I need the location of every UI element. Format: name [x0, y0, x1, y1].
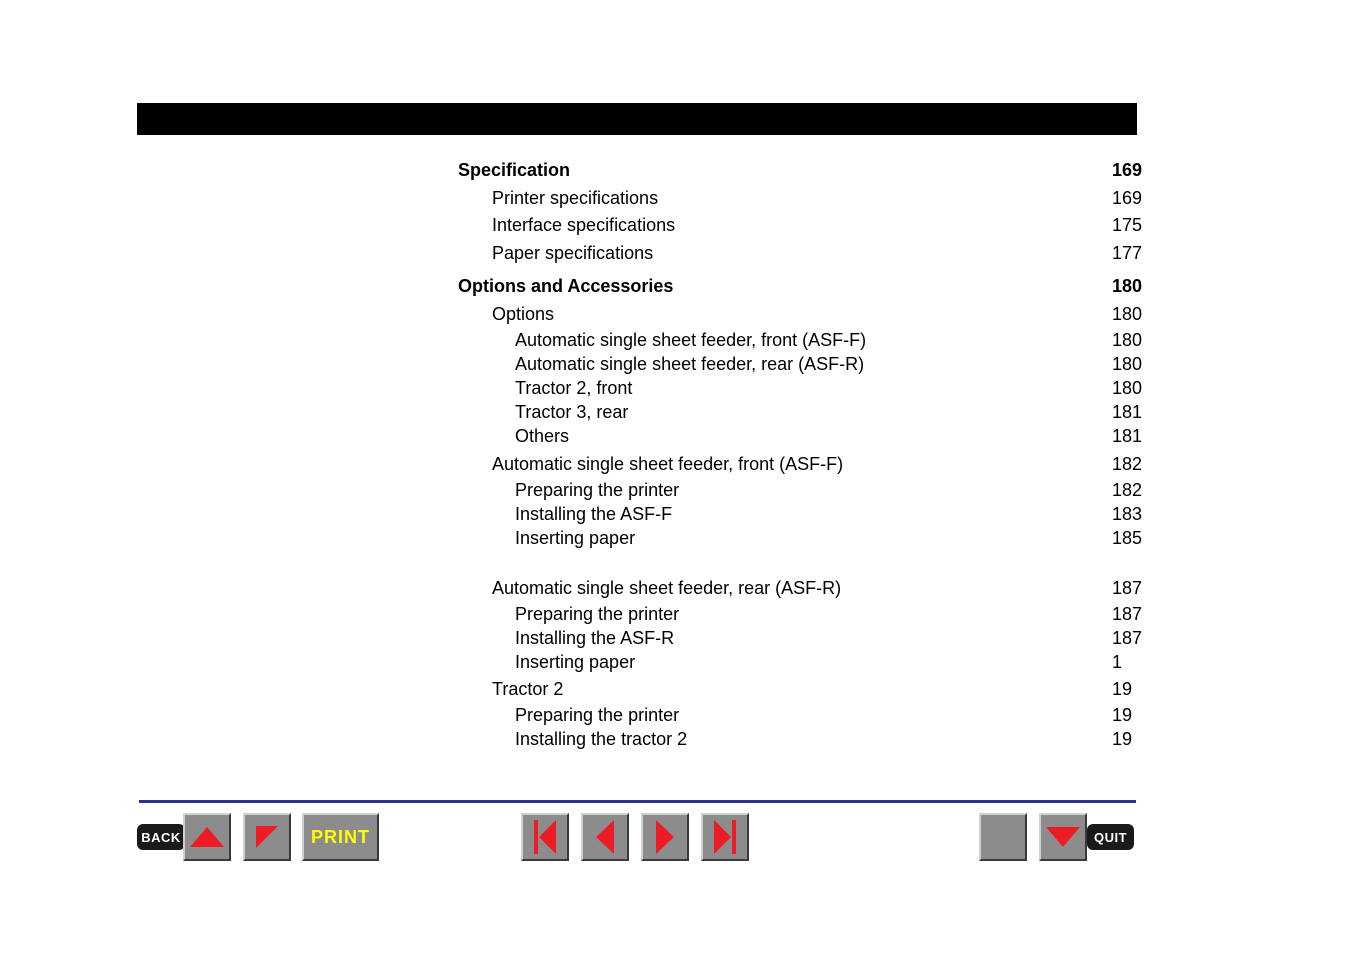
previous-section-button[interactable] [183, 813, 231, 861]
toc-title: Options [492, 304, 555, 324]
quit-label: QUIT [1093, 829, 1128, 845]
toc-page-number: 180 [1112, 276, 1143, 296]
triangle-down-icon [1044, 825, 1082, 849]
toc-title: Automatic single sheet feeder, rear (ASF-R) [492, 578, 842, 598]
toc-title: Installing the tractor 2 [515, 729, 688, 749]
down-section-button[interactable] [1039, 813, 1087, 861]
toc-page-number: 19 [1112, 679, 1133, 699]
toc-page-number: 169 [1112, 160, 1143, 180]
toc-page-number: 181 [1112, 402, 1143, 422]
toc-page-number: 180 [1112, 378, 1143, 398]
next-page-button[interactable] [641, 813, 689, 861]
toc-page-number: 187 [1112, 604, 1143, 624]
first-page-button[interactable] [521, 813, 569, 861]
next-page-icon [654, 818, 676, 856]
previous-page-icon [594, 818, 616, 856]
toc-title: Preparing the printer [515, 604, 680, 624]
toc-title: Inserting paper [515, 652, 636, 672]
toc-page-number: 180 [1112, 354, 1143, 374]
toc-page-number: 19 [1112, 729, 1133, 749]
toc-title: Installing the ASF-R [515, 628, 675, 648]
back-button[interactable] [137, 824, 185, 850]
toc-page-number: 180 [1112, 304, 1143, 324]
print-button[interactable] [302, 813, 379, 861]
toc-page-number: 187 [1112, 628, 1143, 648]
toc-title: Inserting paper [515, 528, 636, 548]
previous-page-button[interactable] [581, 813, 629, 861]
toc-title: Paper specifications [492, 243, 654, 263]
blank-button[interactable] [979, 813, 1027, 861]
toc-title: Tractor 2, front [515, 378, 633, 398]
toc-page-number: 175 [1112, 215, 1143, 235]
toc-page-number: 181 [1112, 426, 1143, 446]
toc-page-number: 185 [1112, 528, 1143, 548]
toc-title: Automatic single sheet feeder, front (ASF-F) [515, 330, 867, 350]
first-page-icon [532, 818, 558, 856]
toc-title: Preparing the printer [515, 705, 680, 725]
print-label: PRINT [311, 826, 370, 847]
toc-page-number: 177 [1112, 243, 1143, 263]
toc-title: Specification [458, 160, 571, 180]
toc-page-number: 187 [1112, 578, 1143, 598]
last-page-icon [712, 818, 738, 856]
toc-page-number: 19 [1112, 705, 1133, 725]
toc-title: Others [515, 426, 570, 446]
toc-title: Interface specifications [492, 215, 676, 235]
toc-page-number: 183 [1112, 504, 1143, 524]
corner-arrow-icon [254, 824, 280, 850]
triangle-up-icon [188, 825, 226, 849]
toc-title: Installing the ASF-F [515, 504, 673, 524]
toc-title: Automatic single sheet feeder, rear (ASF-R) [515, 354, 865, 374]
toc-page-number: 182 [1112, 454, 1143, 474]
toc-title: Tractor 2 [492, 679, 564, 699]
next-section-button[interactable] [243, 813, 291, 861]
last-page-button[interactable] [701, 813, 749, 861]
toc-title: Tractor 3, rear [515, 402, 629, 422]
toc-page-number: 1 [1112, 652, 1123, 672]
toc-title: Printer specifications [492, 188, 659, 208]
quit-button[interactable] [1087, 824, 1134, 850]
toc-title: Options and Accessories [458, 276, 674, 296]
toc-title: Automatic single sheet feeder, front (ASF-F) [492, 454, 844, 474]
toc-page-number: 169 [1112, 188, 1143, 208]
toc-page-number: 182 [1112, 480, 1143, 500]
footer-divider [139, 800, 1136, 803]
back-label: BACK [141, 829, 181, 845]
toc-title: Preparing the printer [515, 480, 680, 500]
toc-page-number: 180 [1112, 330, 1143, 350]
